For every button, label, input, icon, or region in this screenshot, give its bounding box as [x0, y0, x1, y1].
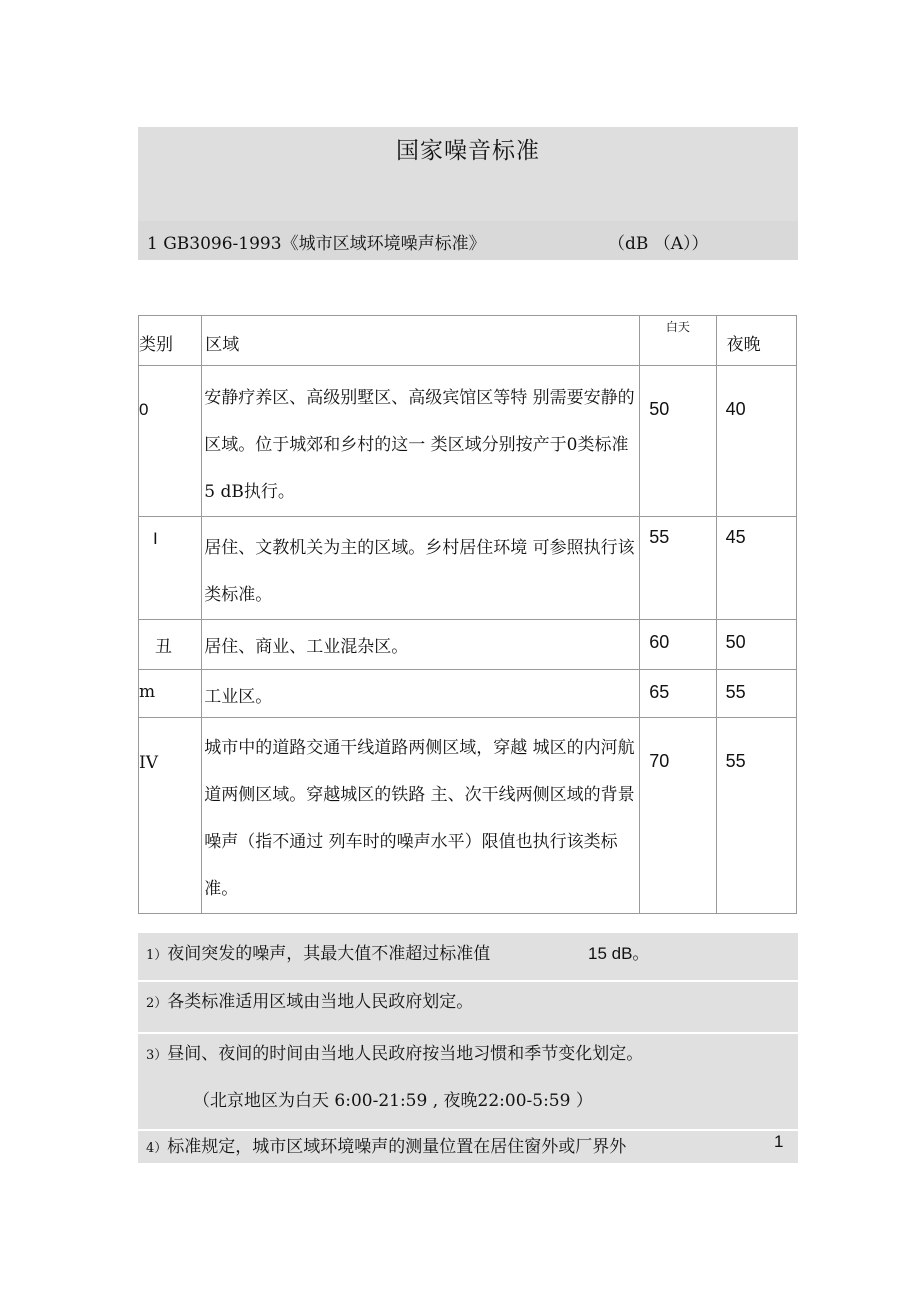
notes-section	[138, 933, 798, 1163]
standard-line: 1 GB3096-1993《城市区域环境噪声标准》	[147, 234, 486, 254]
area-cell: 居住、文教机关为主的区域。乡村居住环境 可参照执行该类标准。	[204, 538, 635, 605]
area-cell: 城市中的道路交通干线道路两侧区域，穿越 城区的内河航道两侧区域。穿越城区的铁路 主、次干线两侧区域的背景噪声（指不通过 列车时的噪声水平）限值也执行该类标准。	[204, 738, 635, 899]
table-header-row	[139, 316, 797, 366]
header-area: 区域	[202, 316, 640, 366]
standard-block	[138, 221, 798, 260]
day-value: 70	[649, 751, 670, 771]
note-4: 4）标准规定，城市区域环境噪声的测量位置在居住窗外或厂界外 1	[138, 1131, 798, 1163]
night-value: 55	[725, 751, 746, 771]
area-cell: 工业区。	[204, 687, 273, 707]
table-row	[139, 620, 797, 670]
noise-standard-table	[138, 315, 797, 914]
note-3-detail: （北京地区为白天 6:00-21:59 , 夜晚22:00-5:59 ）	[193, 1091, 593, 1111]
header-day: 白天	[640, 316, 716, 366]
table-row	[139, 670, 797, 718]
category-cell: m	[139, 682, 156, 702]
area-cell: 居住、商业、工业混杂区。	[204, 637, 409, 657]
day-value: 65	[649, 682, 670, 702]
table-row	[139, 366, 797, 517]
night-value: 50	[725, 632, 746, 652]
category-cell: 0	[139, 400, 149, 419]
category-cell: I	[153, 529, 158, 548]
area-cell: 安静疗养区、高级别墅区、高级宾馆区等特 别需要安静的区域。位于城郊和乡村的这一 类区域分别按产于0类标准5 dB执行。	[204, 388, 635, 502]
night-value: 55	[725, 682, 746, 702]
category-cell: IV	[139, 753, 158, 773]
page-title: 国家噪音标准	[396, 138, 540, 164]
header-night: 夜晚	[716, 316, 796, 366]
header-category: 类别	[139, 316, 202, 366]
table-row	[139, 718, 797, 914]
night-value: 45	[725, 527, 746, 547]
title-block	[138, 127, 798, 221]
day-value: 55	[649, 527, 670, 547]
day-value: 50	[649, 399, 670, 419]
category-cell: 丑	[155, 637, 172, 657]
day-value: 60	[649, 632, 670, 652]
note-2: 2）各类标准适用区域由当地人民政府划定。	[138, 982, 798, 1032]
note-3: 3）昼间、夜间的时间由当地人民政府按当地习惯和季节变化划定。 （北京地区为白天 6:00-21:59 , 夜晚22:00-5:59 ）	[138, 1034, 798, 1129]
night-value: 40	[725, 399, 746, 419]
table-row	[139, 517, 797, 620]
note-1: 1）夜间突发的噪声，其最大值不准超过标准值 15 dB。	[138, 933, 798, 980]
unit-label: （dB （A））	[608, 234, 709, 254]
